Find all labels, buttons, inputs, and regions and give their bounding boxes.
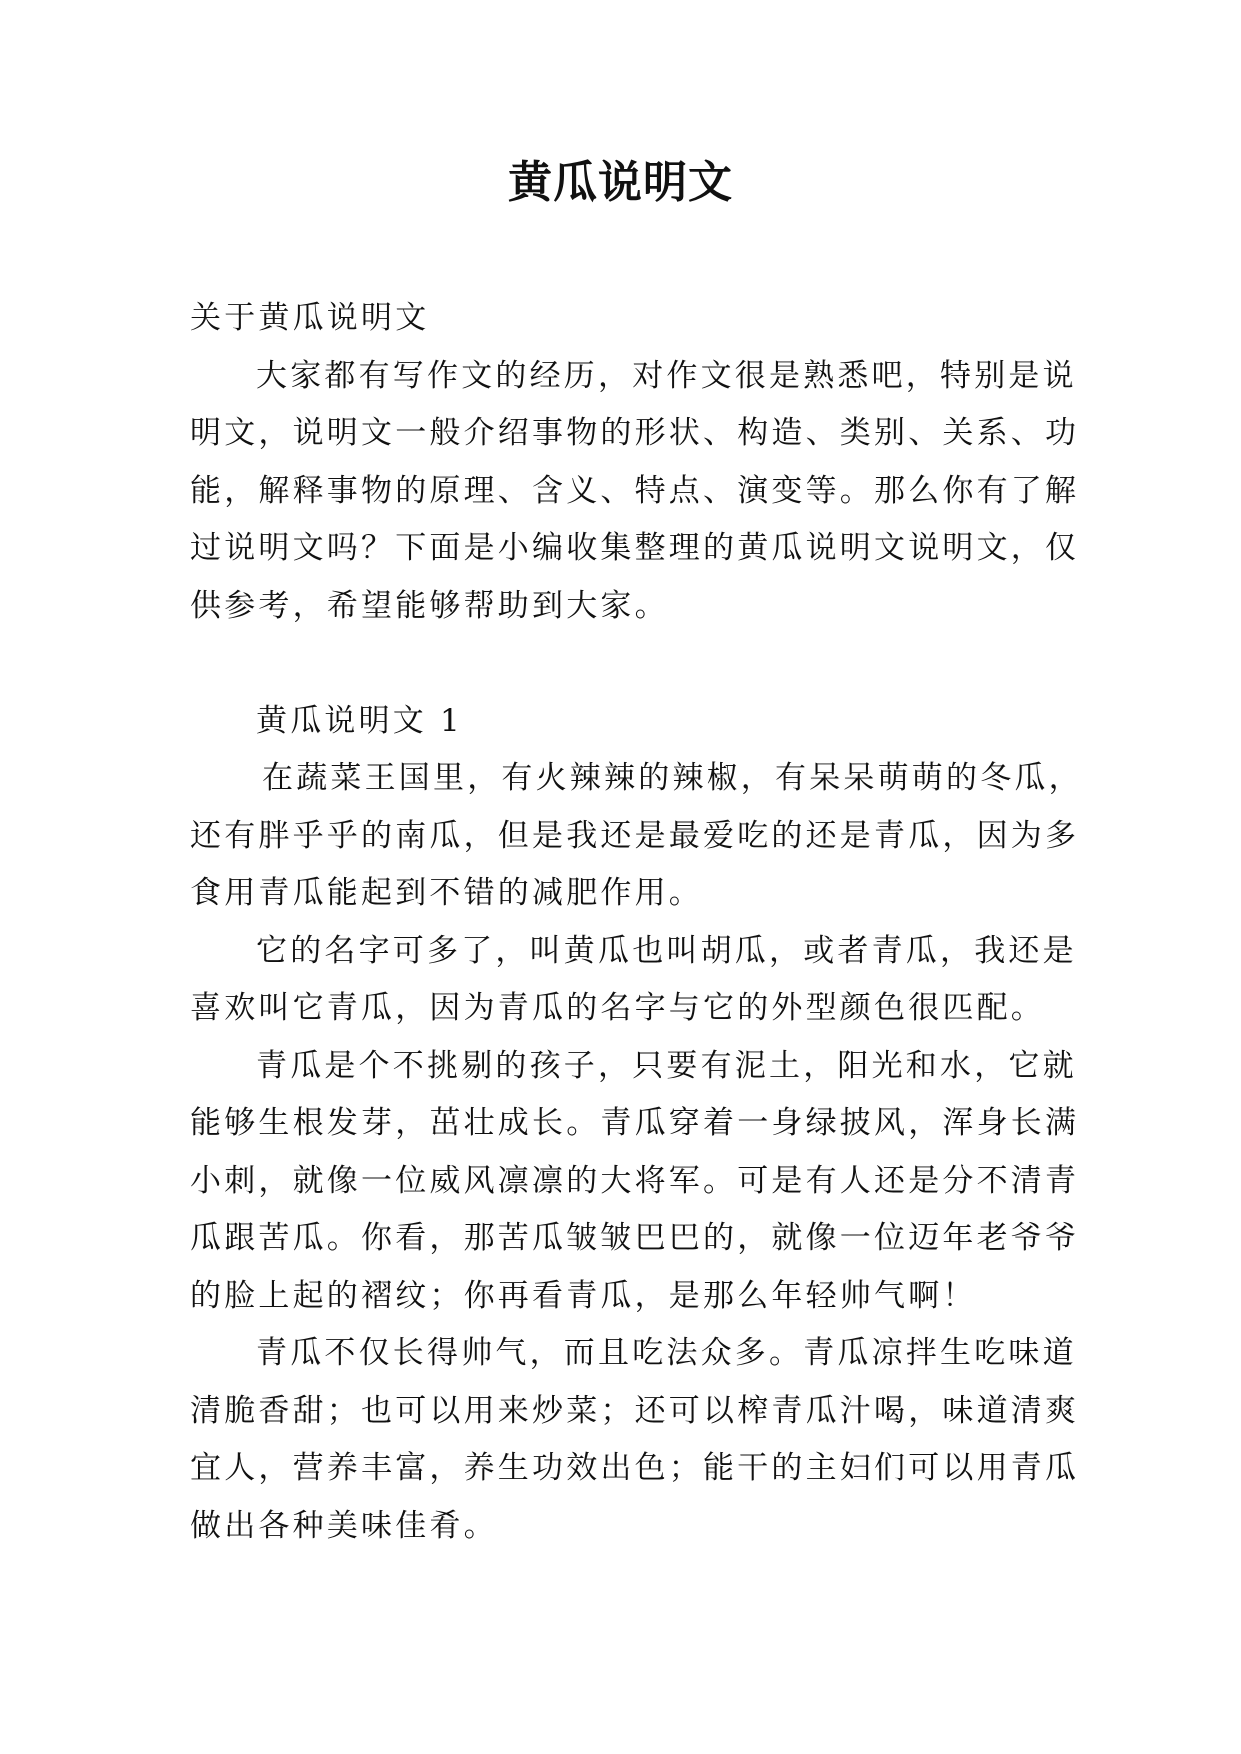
document-body xyxy=(190,290,1083,1555)
paragraph-line: 宜人，营养丰富，养生功效出色；能干的主妇们可以用青瓜 xyxy=(190,1450,1080,1486)
paragraph-line: 瓜跟苦瓜。你看，那苦瓜皱皱巴巴的，就像一位迈年老爷爷 xyxy=(190,1220,1080,1256)
paragraph-line: 供参考，希望能够帮助到大家。 xyxy=(190,587,669,624)
paragraph-line: 青瓜是个不挑剔的孩子，只要有泥土，阳光和水，它就 xyxy=(256,1047,1077,1084)
section-heading: 黄瓜说明文 1 xyxy=(256,702,463,739)
intro-heading: 关于黄瓜说明文 xyxy=(190,300,430,336)
paragraph-line: 过说明文吗？下面是小编收集整理的黄瓜说明文说明文，仅 xyxy=(190,530,1080,566)
section-spacer xyxy=(190,635,1050,693)
paragraph-line: 大家都有写作文的经历，对作文很是熟悉吧，特别是说 xyxy=(256,357,1077,394)
paragraph-line: 它的名字可多了，叫黄瓜也叫胡瓜，或者青瓜，我还是 xyxy=(256,932,1077,969)
paragraph-line: 食用青瓜能起到不错的减肥作用。 xyxy=(190,875,703,911)
paragraph-line: 做出各种美味佳肴。 xyxy=(190,1507,498,1544)
paragraph-line: 能，解释事物的原理、含义、特点、演变等。那么你有了解 xyxy=(190,472,1080,509)
paragraph-line: 在蔬菜王国里，有火辣辣的辣椒，有呆呆萌萌的冬瓜， xyxy=(262,760,1083,796)
paragraph-line: 明文，说明文一般介绍事物的形状、构造、类别、关系、功 xyxy=(190,415,1080,451)
paragraph-line: 还有胖乎乎的南瓜，但是我还是最爱吃的还是青瓜，因为多 xyxy=(190,817,1080,854)
paragraph-line: 小刺，就像一位威风凛凛的大将军。可是有人还是分不清青 xyxy=(190,1162,1080,1199)
paragraph-line: 青瓜不仅长得帅气，而且吃法众多。青瓜凉拌生吃味道 xyxy=(256,1335,1077,1371)
paragraph-line: 能够生根发芽，茁壮成长。青瓜穿着一身绿披风，浑身长满 xyxy=(190,1105,1080,1141)
paragraph-line: 的脸上起的褶纹；你再看青瓜，是那么年轻帅气啊！ xyxy=(190,1277,977,1314)
document-title: 黄瓜说明文 xyxy=(508,157,733,208)
paragraph-line: 清脆香甜；也可以用来炒菜；还可以榨青瓜汁喝，味道清爽 xyxy=(190,1392,1080,1429)
paragraph-line: 喜欢叫它青瓜，因为青瓜的名字与它的外型颜色很匹配。 xyxy=(190,990,1045,1026)
